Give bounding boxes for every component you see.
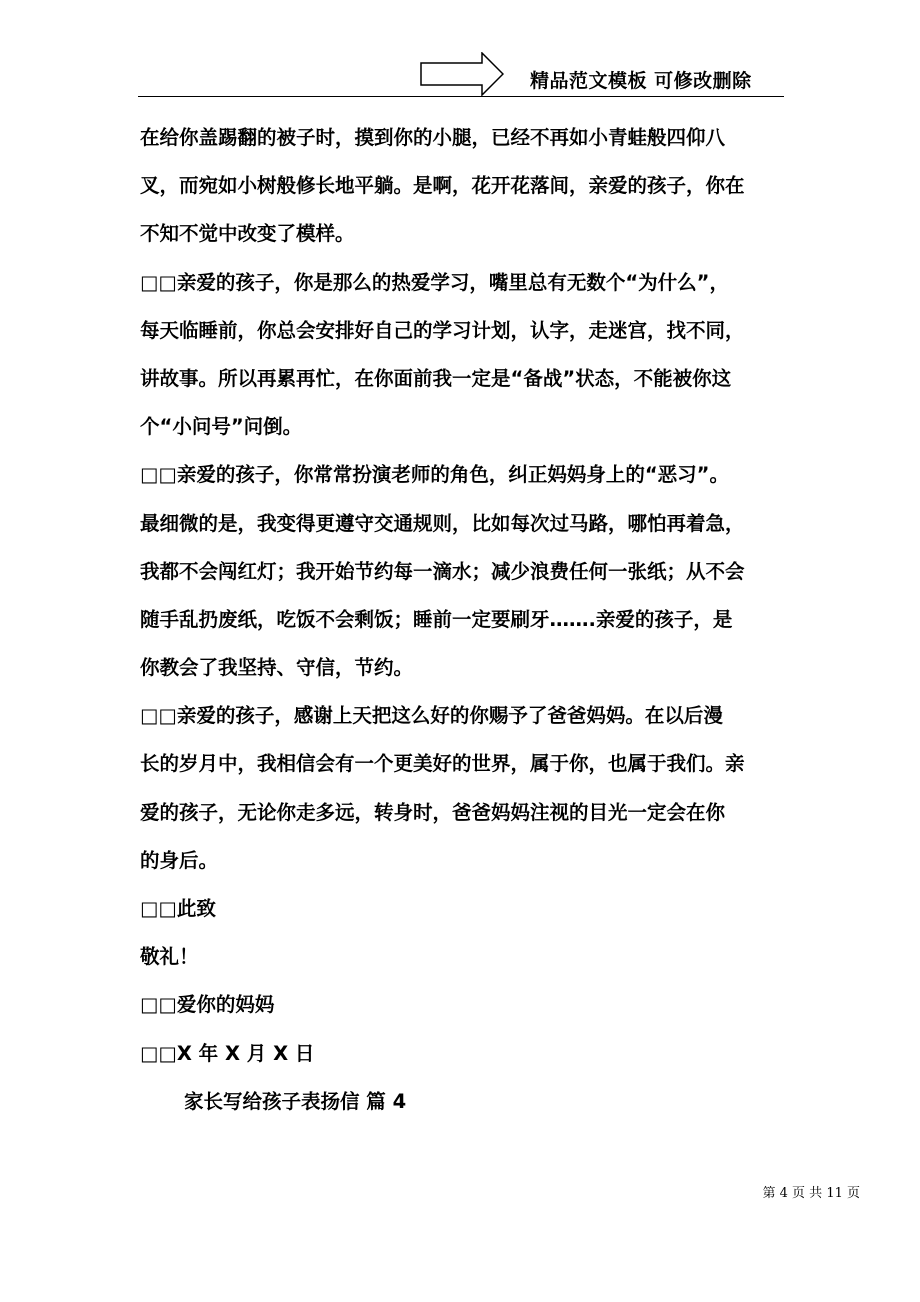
body-line: 我都不会闯红灯；我开始节约每一滴水；减少浪费任何一张纸；从不会	[140, 559, 745, 583]
body-line: 长的岁月中，我相信会有一个更美好的世界，属于你，也属于我们。亲	[140, 752, 745, 776]
letter-body	[140, 114, 780, 1126]
section-heading: 家长写给孩子表扬信 篇 4	[184, 1089, 407, 1113]
body-line: 在给你盖踢翻的被子时，摸到你的小腿，已经不再如小青蛙般四仰八	[140, 126, 726, 149]
body-line: 讲故事。所以再累再忙，在你面前我一定是“备战”状态，不能被你这	[140, 366, 732, 390]
page-number: 第 4 页 共 11 页	[762, 1186, 860, 1201]
body-line: 你教会了我坚持、守信，节约。	[140, 656, 414, 680]
body-line: 爱的孩子，无论你走多远，转身时，爸爸妈妈注视的目光一定会在你	[140, 800, 726, 824]
closing-line: 敬礼！	[140, 945, 199, 969]
body-line: 不知不觉中改变了模样。	[140, 222, 355, 246]
body-line: 随手乱扔废纸，吃饭不会剩饭；睡前一定要刷牙…….亲爱的孩子，是	[140, 607, 733, 631]
closing-line: □□此致	[140, 897, 216, 920]
body-line: □□亲爱的孩子，你是那么的热爱学习，嘴里总有无数个“为什么”，	[140, 270, 729, 294]
right-arrow-outline-icon	[420, 52, 504, 96]
body-line: 个“小问号”问倒。	[140, 415, 303, 439]
body-line: 最细微的是，我变得更遵守交通规则，比如每次过马路，哪怕再着急，	[140, 511, 745, 535]
header-title: 精品范文模板 可修改删除	[530, 70, 752, 92]
body-line: 的身后。	[140, 848, 219, 872]
body-line: □□亲爱的孩子，感谢上天把这么好的你赐予了爸爸妈妈。在以后漫	[140, 704, 723, 728]
body-line: 叉，而宛如小树般修长地平躺。是啊，花开花落间，亲爱的孩子，你在	[140, 174, 745, 198]
signature-line: □□爱你的妈妈	[140, 993, 275, 1017]
header-divider	[138, 96, 784, 97]
date-line: □□X 年 X 月 X 日	[140, 1041, 315, 1065]
body-line: □□亲爱的孩子，你常常扮演老师的角色，纠正妈妈身上的“恶习”。	[140, 463, 729, 487]
body-line: 每天临睡前，你总会安排好自己的学习计划，认字，走迷宫，找不同，	[140, 318, 745, 342]
